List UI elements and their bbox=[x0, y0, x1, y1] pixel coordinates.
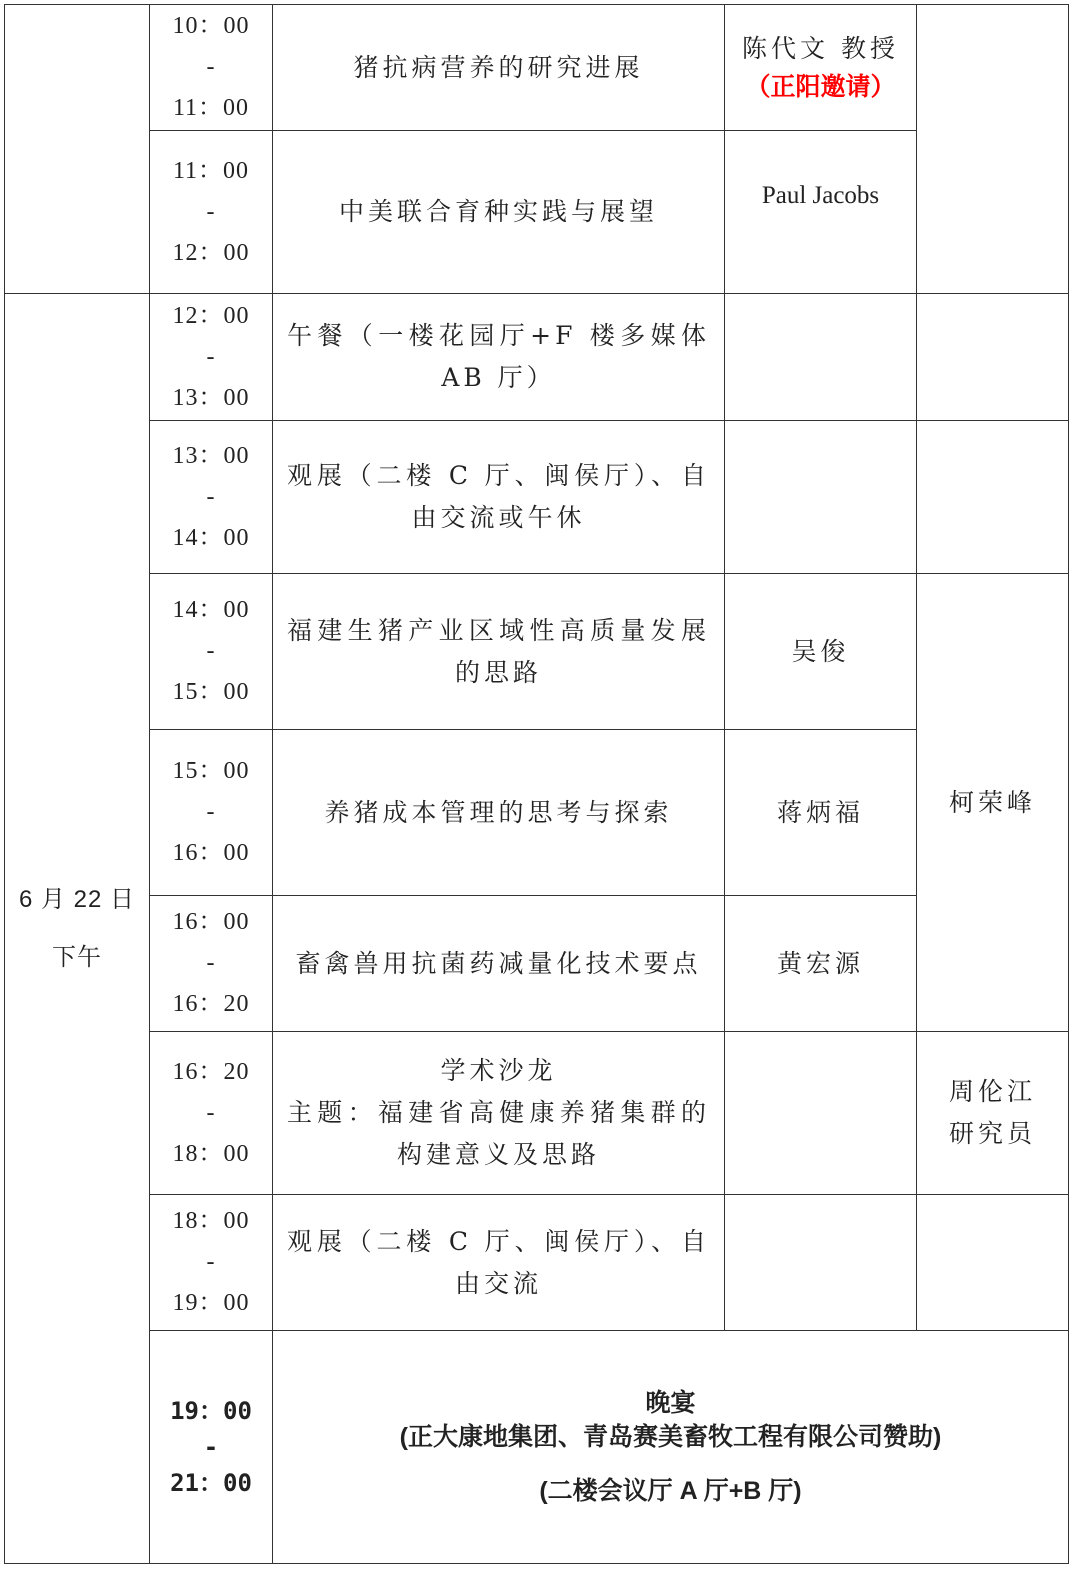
speaker-cell bbox=[725, 294, 917, 421]
speaker-name: 陈代文 教授 bbox=[742, 33, 899, 63]
time-cell bbox=[150, 294, 273, 421]
end-time: 11：00 bbox=[172, 95, 250, 121]
host-cell bbox=[917, 421, 1069, 574]
end-time: 19：00 bbox=[172, 1290, 250, 1316]
start-time: 19：00 bbox=[170, 1397, 252, 1425]
speaker-cell: 黄宏源 bbox=[725, 896, 917, 1032]
schedule-table bbox=[4, 4, 1069, 1564]
speaker-cell bbox=[725, 5, 917, 131]
table-row bbox=[5, 1331, 1069, 1564]
speaker-cell: Paul Jacobs bbox=[725, 131, 917, 294]
end-time: 18：00 bbox=[172, 1140, 250, 1167]
host-cell: 周伦江研究员 bbox=[917, 1032, 1069, 1195]
topic-cell: 猪抗病营养的研究进展 bbox=[273, 5, 725, 131]
host-cell bbox=[917, 1195, 1069, 1331]
time-cell bbox=[150, 5, 273, 131]
speaker-cell bbox=[725, 1032, 917, 1195]
salon-theme: 主题：福建省高健康养猪集群的构建意义及思路 bbox=[287, 1098, 710, 1169]
topic-cell: 畜禽兽用抗菌药减量化技术要点 bbox=[273, 896, 725, 1032]
time-separator: - bbox=[203, 1433, 219, 1461]
speaker-cell: 蒋炳福 bbox=[725, 730, 917, 896]
host-cell bbox=[917, 294, 1069, 421]
table-row bbox=[5, 730, 1069, 896]
time-separator: - bbox=[206, 54, 216, 80]
end-time: 13：00 bbox=[172, 384, 250, 411]
topic-cell bbox=[273, 1032, 725, 1195]
table-row bbox=[5, 294, 1069, 421]
start-time: 16：00 bbox=[172, 909, 250, 935]
time-separator: - bbox=[206, 1099, 216, 1126]
time-cell bbox=[150, 730, 273, 896]
start-time: 15：00 bbox=[172, 758, 250, 784]
speaker-cell bbox=[725, 421, 917, 574]
end-time: 14：00 bbox=[172, 524, 250, 551]
start-time: 12：00 bbox=[172, 302, 250, 329]
dinner-venue: (二楼会议厅 A 厅+B 厅) bbox=[539, 1477, 802, 1505]
table-row bbox=[5, 1032, 1069, 1195]
topic-cell: 午餐（一楼花园厅+F 楼多媒体 AB 厅） bbox=[273, 294, 725, 421]
period-label: 下午 bbox=[52, 943, 102, 971]
table-row bbox=[5, 5, 1069, 131]
date-label: 6 月 22 日 bbox=[18, 885, 136, 913]
start-time: 13：00 bbox=[172, 442, 250, 469]
host-cell: 柯荣峰 bbox=[917, 574, 1069, 1032]
table-row bbox=[5, 421, 1069, 574]
table-row bbox=[5, 131, 1069, 294]
time-cell bbox=[150, 574, 273, 730]
time-cell bbox=[150, 1195, 273, 1331]
time-separator: - bbox=[206, 638, 216, 664]
time-cell bbox=[150, 421, 273, 574]
topic-cell: 养猪成本管理的思考与探索 bbox=[273, 730, 725, 896]
table-row bbox=[5, 574, 1069, 730]
end-time: 21：00 bbox=[170, 1469, 252, 1497]
table-row bbox=[5, 896, 1069, 1032]
start-time: 14：00 bbox=[172, 597, 250, 623]
speaker-cell bbox=[725, 1195, 917, 1331]
time-cell bbox=[150, 1331, 273, 1564]
dinner-sponsor: (正大康地集团、青岛赛美畜牧工程有限公司赞助) bbox=[399, 1423, 942, 1451]
time-separator: - bbox=[206, 1249, 216, 1275]
time-separator: - bbox=[206, 950, 216, 976]
topic-cell: 福建生猪产业区域性高质量发展的思路 bbox=[273, 574, 725, 730]
host-cell bbox=[917, 5, 1069, 294]
topic-cell: 观展（二楼 C 厅、闽侯厅）、自由交流或午休 bbox=[273, 421, 725, 574]
topic-cell: 观展（二楼 C 厅、闽侯厅）、自由交流 bbox=[273, 1195, 725, 1331]
end-time: 15：00 bbox=[172, 679, 250, 705]
time-cell bbox=[150, 131, 273, 294]
start-time: 18：00 bbox=[172, 1208, 250, 1234]
date-cell-empty bbox=[5, 5, 150, 294]
start-time: 16：20 bbox=[172, 1058, 250, 1085]
time-separator: - bbox=[206, 483, 216, 510]
end-time: 16：20 bbox=[172, 991, 250, 1017]
start-time: 11：00 bbox=[172, 157, 250, 184]
table-row bbox=[5, 1195, 1069, 1331]
dinner-cell bbox=[273, 1331, 1069, 1564]
start-time: 10：00 bbox=[172, 13, 250, 39]
end-time: 12：00 bbox=[172, 239, 250, 266]
end-time: 16：00 bbox=[172, 840, 250, 866]
topic-cell: 中美联合育种实践与展望 bbox=[273, 131, 725, 294]
time-separator: - bbox=[206, 799, 216, 825]
time-separator: - bbox=[206, 343, 216, 370]
salon-title: 学术沙龙 bbox=[440, 1056, 557, 1085]
invite-note: （正阳邀请） bbox=[745, 72, 896, 101]
speaker-cell: 吴俊 bbox=[725, 574, 917, 730]
time-cell bbox=[150, 1032, 273, 1195]
dinner-title: 晚宴 bbox=[645, 1389, 696, 1417]
time-cell bbox=[150, 896, 273, 1032]
date-cell bbox=[5, 294, 150, 1564]
time-separator: - bbox=[206, 198, 216, 225]
